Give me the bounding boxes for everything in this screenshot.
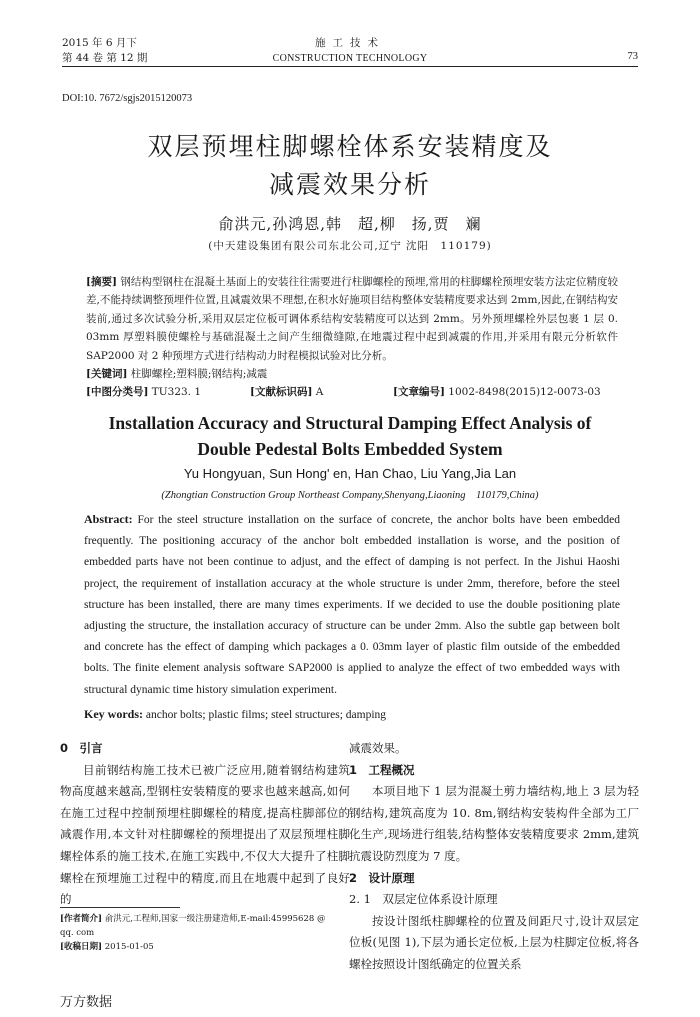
received-date-label: [收稿日期] bbox=[60, 942, 103, 953]
section-1-paragraph: 本项目地下 1 层为混凝土剪力墙结构,地上 3 层为轻钢结构,建筑高度为 10. 8m,钢结构安装构件全部为工厂化生产,现场进行组装,结构整体安装精度要求 2mm,建筑抗震设防烈度为 7 度。 bbox=[349, 784, 639, 863]
clc-value: TU323. 1 bbox=[151, 386, 202, 398]
received-date-value: 2015-01-05 bbox=[104, 942, 154, 953]
title-cn bbox=[0, 128, 700, 204]
keywords-en-label: Key words: bbox=[84, 707, 143, 721]
title-cn-line2: 减震效果分析 bbox=[268, 170, 431, 199]
abstract-en-text: For the steel structure installation on the surface of concrete, the anchor bolts have been embedded frequently. The positioning accuracy of the anchor bolt embedded installation is worse, and the position of embedded parts have not been continue to adjust, and the effect of damping is not perfect. In the Jishui Haoshi project, the requirement of installation accuracy at the whole structure is under 2mm, therefore, before the steel structure has been installed, there are many times experiments. If we decided to use the double positioning plate adjusting the structure, the installation accuracy of structure can be under 2mm. Also the subtle gap between bolt and concrete has the effect of damping which packages a 0. 03mm layer of plastic film outside of the embedded bolts. The finite element analysis software SAP2000 is applied to analyze the effect of two embedded ways with structural dynamic time history simulation experiment. bbox=[84, 514, 620, 696]
section-0-paragraph: 目前钢结构施工技术已被广泛应用,随着钢结构建筑物高度越来越高,型钢柱安装精度的要求也越来越高,如何在施工过程中控制预埋柱脚螺栓的精度,提高柱脚部位的减震作用,本文针对柱脚螺栓的预埋提出了双层预埋柱脚螺栓体系的施工技术,在施工实践中,不仅大大提升了柱脚螺栓在预埋施工过程中的精度,而且在地震中起到了良好的 bbox=[60, 762, 350, 907]
body-column-right bbox=[349, 738, 639, 976]
abstract-cn-text: 钢结构型钢柱在混凝土基面上的安装往往需要进行柱脚螺栓的预埋,常用的柱脚螺栓预埋安装方法定位精度较差,不能持续调整预埋件位置,且减震效果不理想,在积水好施项目结构整体安装精度要求达到 2mm,因此,在钢结构安装前,通过多次试验分析,采用双层定位板可调体系结构安装精度可以达到 2mm。另外预埋螺栓外层包裹 1 层 0. 03mm 厚塑料膜使螺栓与基础混凝土之间产生细微缝隙,在地震过程中起到减震的作用,并采用有限元分析软件 SAP2000 对 2 种预埋方式进行结构动力时程模拟试验对比分析。 bbox=[86, 276, 619, 362]
affiliation-cn: (中天建设集团有限公司东北公司,辽宁 沈阳 110179) bbox=[208, 240, 492, 252]
journal-name-cn: 施工技术 bbox=[315, 37, 385, 49]
affiliation-en: (Zhongtian Construction Group Northeast Company,Shenyang,Liaoning 110179,China) bbox=[161, 490, 539, 501]
journal-name bbox=[0, 36, 700, 66]
authors-cn: 俞洪元,孙鸿恩,韩 超,柳 扬,贾 斓 bbox=[218, 215, 482, 233]
footnote bbox=[60, 912, 340, 955]
title-cn-line1: 双层预埋柱脚螺栓体系安装精度及 bbox=[147, 132, 553, 161]
section-2-heading: 2 设计原理 bbox=[349, 870, 415, 885]
keywords-cn-text: 柱脚螺栓;塑料膜;钢结构;减震 bbox=[130, 368, 268, 380]
clc-label: [中图分类号] bbox=[86, 386, 149, 398]
document-code-value: A bbox=[315, 386, 324, 398]
title-en bbox=[0, 410, 700, 462]
header-divider bbox=[62, 66, 638, 67]
body-column-left bbox=[60, 738, 350, 911]
keywords-en-text: anchor bolts; plastic films; steel structures; damping bbox=[145, 709, 387, 721]
abstract-cn bbox=[86, 273, 618, 365]
article-number bbox=[393, 384, 601, 399]
title-en-line1: Installation Accuracy and Structural Damping Effect Analysis of bbox=[108, 413, 592, 433]
authors-en: Yu Hongyuan, Sun Hong' en, Han Chao, Liu Yang,Jia Lan bbox=[183, 466, 517, 481]
section-2-1-paragraph: 按设计图纸柱脚螺栓的位置及间距尺寸,设计双层定位板(见图 1),下层为通长定位板,上层为柱脚定位板,将各螺栓按照设计图纸确定的位置关系 bbox=[349, 913, 639, 971]
keywords-cn-label: [关键词] bbox=[86, 368, 128, 380]
abstract-cn-label: [摘要] bbox=[86, 276, 117, 288]
section-0-heading: 0 引言 bbox=[60, 741, 103, 755]
author-bio bbox=[60, 912, 340, 940]
section-0-paragraph-continued: 减震效果。 bbox=[349, 741, 407, 755]
keywords-cn bbox=[86, 366, 618, 383]
document-code bbox=[250, 384, 323, 399]
title-en-line2: Double Pedestal Bolts Embedded System bbox=[197, 439, 503, 459]
page-number: 73 bbox=[627, 51, 638, 62]
article-number-value: 1002-8498(2015)12-0073-03 bbox=[448, 386, 601, 398]
received-date bbox=[60, 940, 340, 954]
article-number-label: [文章编号] bbox=[393, 386, 445, 398]
journal-name-en: CONSTRUCTION TECHNOLOGY bbox=[272, 53, 428, 64]
abstract-en-label: Abstract: bbox=[84, 512, 133, 526]
author-bio-label: [作者简介] bbox=[60, 914, 103, 924]
issue-date: 2015 年 6 月下 bbox=[62, 37, 137, 49]
doi: DOI:10. 7672/sgjs2015120073 bbox=[62, 93, 193, 104]
issue-volume: 第 44 卷 第 12 期 bbox=[62, 52, 148, 64]
document-code-label: [文献标识码] bbox=[250, 386, 313, 398]
section-2-1-heading: 2. 1 双层定位体系设计原理 bbox=[349, 892, 498, 907]
section-1-heading: 1 工程概况 bbox=[349, 762, 415, 777]
footnote-divider bbox=[60, 907, 180, 908]
abstract-en bbox=[84, 509, 620, 701]
keywords-en bbox=[84, 707, 620, 722]
clc-number bbox=[86, 384, 201, 399]
watermark: 万方数据 bbox=[60, 995, 113, 1010]
author-bio-text: 俞洪元,工程师,国家一级注册建造师,E-mail:45995628 @ qq. com bbox=[60, 914, 326, 939]
